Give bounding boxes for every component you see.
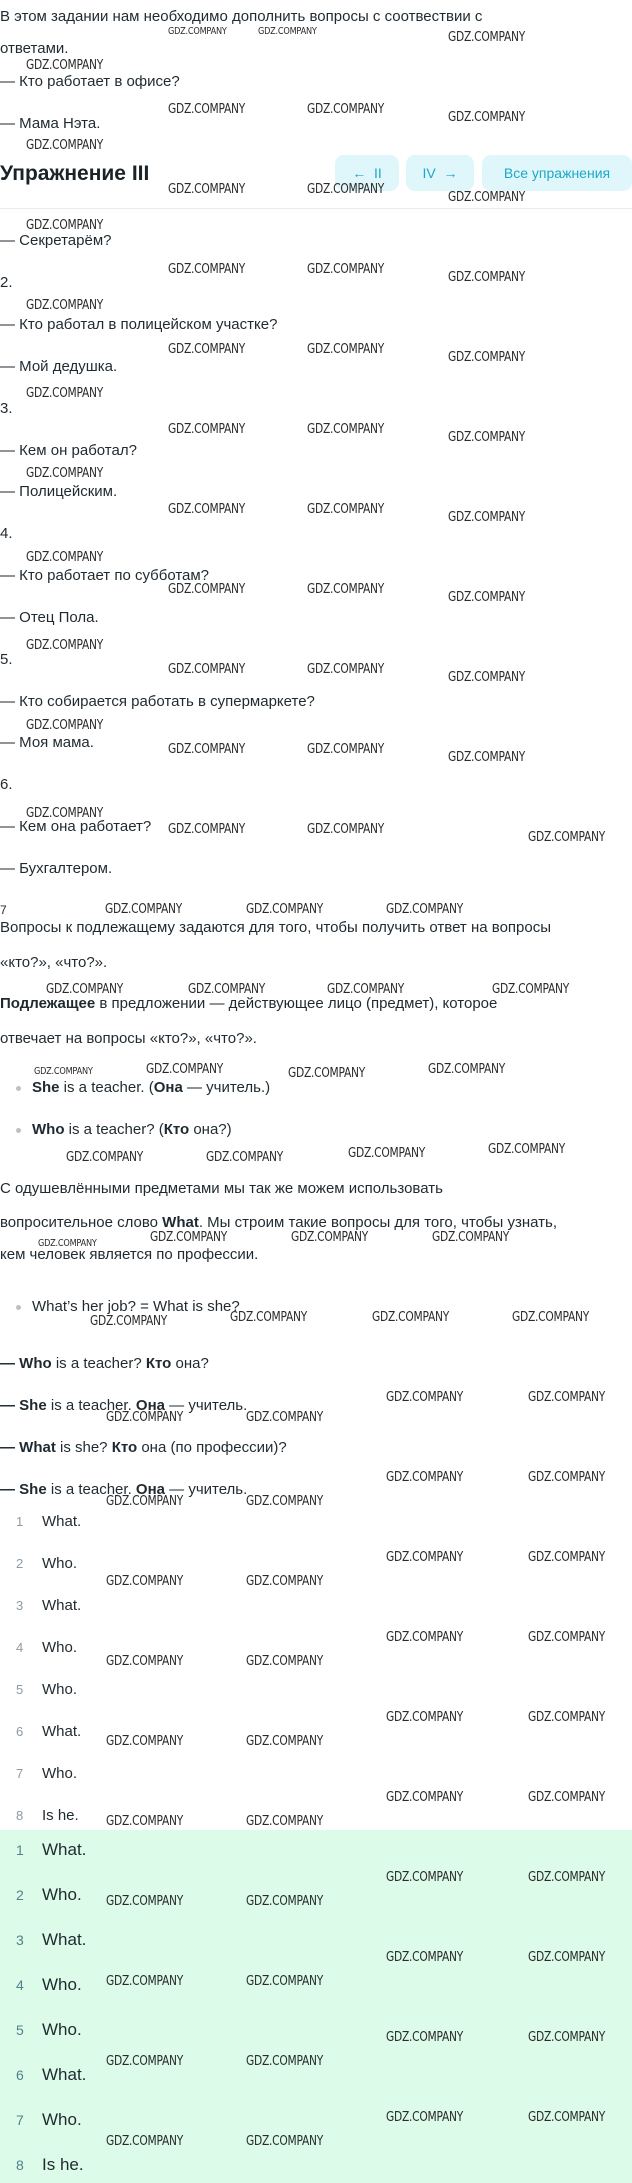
watermark: GDZ.COMPANY (246, 902, 324, 917)
list-item (0, 1930, 86, 1951)
prev-exercise-label: II (374, 165, 382, 181)
page-title: Упражнение III (0, 162, 150, 185)
list-item (0, 1512, 81, 1532)
list-item-number: 6 (16, 1724, 24, 1739)
watermark: GDZ.COMPANY (168, 742, 246, 757)
watermark: GDZ.COMPANY (327, 982, 405, 997)
watermark: GDZ.COMPANY (372, 1310, 450, 1325)
list-item-number: 7 (16, 2112, 24, 2128)
dialog-1-bold-1: — Who (0, 1355, 52, 1372)
list-item (0, 1840, 86, 1861)
watermark: GDZ.COMPANY (386, 1950, 464, 1965)
watermark: GDZ.COMPANY (386, 1710, 464, 1725)
list-item-value: What. (42, 2065, 87, 2084)
section-number: 7 (0, 903, 7, 917)
list-item-number: 1 (16, 1514, 24, 1529)
watermark: GDZ.COMPANY (307, 342, 385, 357)
list-item (0, 1596, 81, 1616)
watermark: GDZ.COMPANY (106, 1734, 184, 1749)
watermark: GDZ.COMPANY (168, 662, 246, 677)
watermark: GDZ.COMPANY (307, 662, 385, 677)
list-item-number: 4 (16, 1640, 24, 1655)
bullet-1-bold-2: Она (153, 1079, 183, 1096)
list-item (0, 1554, 77, 1574)
list-item (0, 1638, 77, 1658)
list-item (0, 1680, 77, 1700)
list-item-value: Is he. (42, 1807, 79, 1824)
watermark: GDZ.COMPANY (528, 830, 606, 845)
watermark: GDZ.COMPANY (246, 1894, 324, 1909)
dialog-line-3 (0, 1438, 287, 1458)
watermark: GDZ.COMPANY (448, 590, 526, 605)
list-item (0, 1806, 79, 1826)
list-item-value: Who. (42, 1975, 82, 1994)
intro-answer: — Мама Нэта. (0, 115, 101, 132)
theory-p2-line-2: отвечает на вопросы «кто?», «что?». (0, 1030, 257, 1047)
list-item-value: Is he. (42, 2155, 84, 2174)
dialog-4-bold-2: Она (135, 1481, 165, 1498)
watermark: GDZ.COMPANY (150, 1230, 228, 1245)
watermark: GDZ.COMPANY (386, 2030, 464, 2045)
watermark: GDZ.COMPANY (246, 2134, 324, 2149)
watermark: GDZ.COMPANY (168, 262, 246, 277)
intro-question: — Кто работает в офисе? (0, 73, 180, 90)
watermark: GDZ.COMPANY (448, 350, 526, 365)
exercise-answer-2: — Мой дедушка. (0, 358, 118, 375)
list-item-value: Who. (42, 2020, 82, 2039)
theory-p1-line-2: «кто?», «что?». (0, 954, 108, 971)
watermark: GDZ.COMPANY (168, 342, 246, 357)
watermark: GDZ.COMPANY (246, 1494, 324, 1509)
watermark: GDZ.COMPANY (528, 1710, 606, 1725)
list-item (0, 2110, 82, 2131)
example-bullet-1 (16, 1078, 270, 1098)
exercise-answer-3: — Полицейским. (0, 483, 118, 500)
watermark: GDZ.COMPANY (448, 270, 526, 285)
dialog-4-text-1: is a teacher. (46, 1481, 136, 1498)
watermark: GDZ.COMPANY (348, 1146, 426, 1161)
p3-line-2-post: . Мы строим такие вопросы для того, чтобы узнать, (198, 1214, 557, 1231)
exercise-answer-1: — Секретарём? (0, 232, 112, 249)
exercise-num-3: 3. (0, 400, 13, 417)
theory-p3-line-1: С одушевлёнными предметами мы так же можем использовать (0, 1180, 443, 1197)
all-exercises-button[interactable]: Все упражнения (482, 155, 632, 191)
watermark: GDZ.COMPANY (528, 1870, 606, 1885)
theory-p1-line-1: Вопросы к подлежащему задаются для того, чтобы получить ответ на вопросы (0, 919, 551, 936)
watermark: GDZ.COMPANY (488, 1142, 566, 1157)
watermark: GDZ.COMPANY (291, 1230, 369, 1245)
watermark: GDZ.COMPANY (168, 102, 246, 117)
exercise-answer-6: — Бухгалтером. (0, 860, 113, 877)
list-item-value: Who. (42, 1555, 78, 1572)
watermark: GDZ.COMPANY (448, 430, 526, 445)
watermark: GDZ.COMPANY (307, 742, 385, 757)
p3-line-2-pre: вопросительное слово (0, 1214, 163, 1231)
watermark: GDZ.COMPANY (492, 982, 570, 997)
watermark: GDZ.COMPANY (105, 902, 183, 917)
list-item (0, 1764, 77, 1784)
watermark: GDZ.COMPANY (106, 1654, 184, 1669)
next-exercise-label: IV (422, 165, 436, 181)
watermark: GDZ.COMPANY (512, 1310, 590, 1325)
watermark: GDZ.COMPANY (246, 1410, 324, 1425)
watermark: GDZ.COMPANY (258, 26, 317, 37)
subject-term: Подлежащее (0, 995, 96, 1012)
watermark: GDZ.COMPANY (528, 2030, 606, 2045)
exercise-num-5: 5. (0, 651, 13, 668)
watermark: GDZ.COMPANY (307, 102, 385, 117)
watermark: GDZ.COMPANY (386, 902, 464, 917)
list-item-number: 2 (16, 1556, 24, 1571)
watermark: GDZ.COMPANY (288, 1066, 366, 1081)
watermark: GDZ.COMPANY (26, 138, 104, 153)
watermark: GDZ.COMPANY (246, 1574, 324, 1589)
list-item-value: Who. (42, 1885, 82, 1904)
list-item-value: What. (42, 1930, 87, 1949)
bullet-2-text-2: она?) (189, 1121, 232, 1138)
bullet-2-bold-2: Кто (163, 1121, 190, 1138)
list-item-number: 2 (16, 1887, 24, 1903)
watermark: GDZ.COMPANY (307, 502, 385, 517)
list-item (0, 1722, 81, 1742)
bullet-1-text-1: is a teacher. ( (59, 1079, 154, 1096)
watermark: GDZ.COMPANY (26, 298, 104, 313)
watermark: GDZ.COMPANY (106, 1574, 184, 1589)
watermark: GDZ.COMPANY (448, 190, 526, 205)
watermark: GDZ.COMPANY (246, 1814, 324, 1829)
watermark: GDZ.COMPANY (106, 1814, 184, 1829)
list-item-value: Who. (42, 1765, 78, 1782)
example-bullet-2 (16, 1120, 232, 1140)
list-item-number: 5 (16, 2022, 24, 2038)
list-item-number: 1 (16, 1842, 24, 1858)
watermark: GDZ.COMPANY (106, 1494, 184, 1509)
exercise-question-4: — Кто работает по субботам? (0, 567, 210, 584)
watermark: GDZ.COMPANY (106, 2134, 184, 2149)
watermark: GDZ.COMPANY (206, 1150, 284, 1165)
watermark: GDZ.COMPANY (246, 2054, 324, 2069)
bullet-2-text-1: is a teacher? ( (64, 1121, 164, 1138)
bullet-dot (16, 1128, 21, 1133)
watermark: GDZ.COMPANY (307, 422, 385, 437)
watermark: GDZ.COMPANY (386, 1630, 464, 1645)
next-exercise-button[interactable] (406, 155, 474, 191)
dialog-2-text-1: is a teacher. (46, 1397, 136, 1414)
watermark: GDZ.COMPANY (26, 466, 104, 481)
watermark: GDZ.COMPANY (307, 582, 385, 597)
list-item-number: 4 (16, 1977, 24, 1993)
list-item-number: 8 (16, 1808, 24, 1823)
arrow-left-icon: ← (352, 165, 367, 181)
watermark: GDZ.COMPANY (66, 1150, 144, 1165)
dialog-2-bold-1: — She (0, 1397, 47, 1414)
watermark: GDZ.COMPANY (46, 982, 124, 997)
header-divider (0, 208, 632, 209)
watermark: GDZ.COMPANY (106, 1410, 184, 1425)
dialog-3-text-2: она (по профессии)? (137, 1439, 287, 1456)
dialog-4-text-2: — учитель. (164, 1481, 248, 1498)
list-item (0, 2065, 86, 2086)
exercise-answer-5: — Моя мама. (0, 734, 94, 751)
watermark: GDZ.COMPANY (448, 110, 526, 125)
watermark: GDZ.COMPANY (386, 1790, 464, 1805)
watermark: GDZ.COMPANY (246, 1974, 324, 1989)
list-item (0, 2020, 82, 2041)
what-term: What (162, 1214, 199, 1231)
list-item-value: Who. (42, 2110, 82, 2129)
watermark: GDZ.COMPANY (528, 1950, 606, 1965)
watermark: GDZ.COMPANY (386, 1470, 464, 1485)
watermark: GDZ.COMPANY (168, 26, 227, 37)
list-item-value: What. (42, 1840, 87, 1859)
dialog-line-1 (0, 1354, 209, 1374)
watermark: GDZ.COMPANY (428, 1062, 506, 1077)
exercise-question-6: — Кем она работает? (0, 818, 152, 835)
watermark: GDZ.COMPANY (26, 638, 104, 653)
list-item (0, 1885, 82, 1906)
bullet-1-bold-1: She (32, 1079, 60, 1096)
bullet-dot (16, 1086, 21, 1091)
list-item-number: 6 (16, 2067, 24, 2083)
watermark: GDZ.COMPANY (528, 1470, 606, 1485)
dialog-2-bold-2: Она (135, 1397, 165, 1414)
list-item-value: What. (42, 1597, 82, 1614)
exercise-question-5: — Кто собирается работать в супермаркете? (0, 693, 315, 710)
list-item-value: Who. (42, 1639, 78, 1656)
watermark: GDZ.COMPANY (26, 58, 104, 73)
exercise-question-2: — Кто работал в полицейском участке? (0, 316, 278, 333)
list-item-number: 5 (16, 1682, 24, 1697)
watermark: GDZ.COMPANY (386, 1550, 464, 1565)
watermark: GDZ.COMPANY (168, 182, 246, 197)
dialog-3-text-1: is she? (55, 1439, 112, 1456)
watermark: GDZ.COMPANY (168, 582, 246, 597)
watermark: GDZ.COMPANY (432, 1230, 510, 1245)
list-item-number: 3 (16, 1932, 24, 1948)
watermark: GDZ.COMPANY (528, 2110, 606, 2125)
watermark: GDZ.COMPANY (528, 1790, 606, 1805)
list-item-value: Who. (42, 1681, 78, 1698)
exercise-question-3: — Кем он работал? (0, 442, 137, 459)
watermark: GDZ.COMPANY (448, 510, 526, 525)
watermark: GDZ.COMPANY (34, 1066, 93, 1077)
dialog-2-text-2: — учитель. (164, 1397, 248, 1414)
watermark: GDZ.COMPANY (38, 1238, 97, 1249)
watermark: GDZ.COMPANY (106, 1894, 184, 1909)
watermark: GDZ.COMPANY (448, 30, 526, 45)
exercise-answer-4: — Отец Пола. (0, 609, 99, 626)
watermark: GDZ.COMPANY (307, 182, 385, 197)
watermark: GDZ.COMPANY (246, 1734, 324, 1749)
watermark: GDZ.COMPANY (106, 1974, 184, 1989)
arrow-right-icon: → (443, 165, 458, 181)
bullet-dot (16, 1305, 21, 1310)
dialog-3-bold-2: Кто (111, 1439, 138, 1456)
exercise-num-2: 2. (0, 274, 13, 291)
list-item-number: 3 (16, 1598, 24, 1613)
watermark: GDZ.COMPANY (307, 822, 385, 837)
exercise-num-6: 6. (0, 776, 13, 793)
watermark: GDZ.COMPANY (26, 806, 104, 821)
list-item-number: 8 (16, 2157, 24, 2173)
watermark: GDZ.COMPANY (448, 750, 526, 765)
dialog-4-bold-1: — She (0, 1481, 47, 1498)
watermark: GDZ.COMPANY (168, 422, 246, 437)
dialog-1-text-2: она? (171, 1355, 209, 1372)
dialog-1-bold-2: Кто (145, 1355, 172, 1372)
watermark: GDZ.COMPANY (230, 1310, 308, 1325)
list-item-value: What. (42, 1723, 82, 1740)
theory-p2-line-1-rest: в предложении — действующее лицо (предмет), которое (95, 995, 498, 1012)
list-item-number: 7 (16, 1766, 24, 1781)
bullet-1-text-2: — учитель.) (182, 1079, 271, 1096)
intro-line-1: В этом задании нам необходимо дополнить вопросы с соотвествии с (0, 8, 483, 25)
bullet-2-bold-1: Who (32, 1121, 65, 1138)
exercise-num-4: 4. (0, 525, 13, 542)
watermark: GDZ.COMPANY (168, 822, 246, 837)
bullet-3-text: What’s her job? = What is she? (32, 1298, 240, 1315)
watermark: GDZ.COMPANY (528, 1550, 606, 1565)
watermark: GDZ.COMPANY (26, 218, 104, 233)
watermark: GDZ.COMPANY (386, 1390, 464, 1405)
watermark: GDZ.COMPANY (146, 1062, 224, 1077)
watermark: GDZ.COMPANY (26, 718, 104, 733)
watermark: GDZ.COMPANY (168, 502, 246, 517)
list-item-value: What. (42, 1513, 82, 1530)
watermark: GDZ.COMPANY (307, 262, 385, 277)
theory-p2-line-1 (0, 994, 497, 1014)
watermark: GDZ.COMPANY (386, 1870, 464, 1885)
watermark: GDZ.COMPANY (448, 670, 526, 685)
watermark: GDZ.COMPANY (26, 386, 104, 401)
list-item (0, 1975, 82, 1996)
watermark: GDZ.COMPANY (246, 1654, 324, 1669)
watermark: GDZ.COMPANY (26, 550, 104, 565)
theory-p3-line-3: кем человек является по профессии. (0, 1246, 259, 1263)
dialog-3-bold-1: — What (0, 1439, 56, 1456)
watermark: GDZ.COMPANY (528, 1390, 606, 1405)
watermark: GDZ.COMPANY (106, 2054, 184, 2069)
watermark: GDZ.COMPANY (386, 2110, 464, 2125)
watermark: GDZ.COMPANY (188, 982, 266, 997)
watermark: GDZ.COMPANY (90, 1314, 168, 1329)
list-item (0, 2155, 84, 2176)
dialog-1-text-1: is a teacher? (51, 1355, 146, 1372)
intro-line-2: ответами. (0, 40, 69, 57)
watermark: GDZ.COMPANY (528, 1630, 606, 1645)
